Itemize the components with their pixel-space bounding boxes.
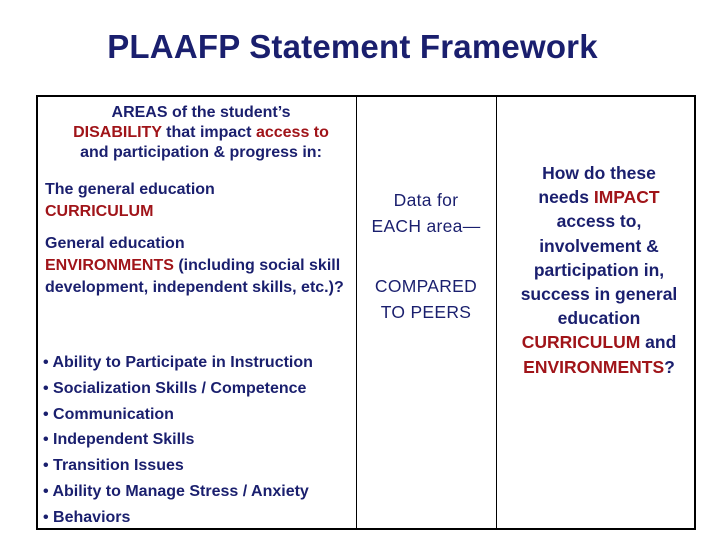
curriculum-term: CURRICULUM <box>521 332 641 353</box>
curriculum-intro: The general education <box>45 181 215 198</box>
needs-text: needs <box>538 187 594 208</box>
impact-line4: involvement & <box>539 235 659 256</box>
impact-question <box>504 161 694 379</box>
access-text: access to <box>255 124 329 141</box>
environments-item <box>45 233 345 299</box>
environments-rest: (including social skill development, independent skills, etc.)? <box>45 257 344 296</box>
impact-line7: education <box>557 308 641 329</box>
data-line1: Data for <box>393 190 459 210</box>
impact-term: IMPACT <box>593 187 660 208</box>
question-mark: ? <box>664 356 675 377</box>
impact-line3: access to, <box>556 211 642 232</box>
disability-term: DISABILITY <box>73 124 162 141</box>
list-item: • Communication <box>43 405 174 423</box>
impact-text: that impact <box>161 124 256 141</box>
data-for-each-area <box>356 187 496 239</box>
data-line2: EACH area— <box>371 216 481 236</box>
list-item: • Ability to Manage Stress / Anxiety <box>43 482 309 500</box>
environments-term: ENVIRONMENTS <box>45 257 174 274</box>
and-text: and <box>640 332 677 353</box>
impact-line9 <box>504 355 694 379</box>
compared-line2: TO PEERS <box>380 302 472 322</box>
impact-line8 <box>504 330 694 354</box>
page-title: PLAAFP Statement Framework <box>107 28 598 65</box>
areas-header-line3: and participation & progress in: <box>80 144 322 161</box>
impact-line6: success in general <box>520 284 678 305</box>
areas-header-line2 <box>46 123 356 143</box>
environments-text <box>45 255 345 299</box>
compared-line1: COMPARED <box>374 276 478 296</box>
curriculum-item <box>45 179 345 223</box>
impact-line2 <box>504 185 694 209</box>
areas-bullet-list <box>43 350 353 531</box>
impact-line1: How do these <box>542 163 656 183</box>
list-item: • Ability to Participate in Instruction <box>43 354 313 371</box>
framework-table <box>36 95 696 530</box>
curriculum-term: CURRICULUM <box>45 203 154 220</box>
list-item: • Independent Skills <box>43 431 195 449</box>
compared-to-peers <box>356 273 496 325</box>
list-item: • Socialization Skills / Competence <box>43 379 307 397</box>
areas-header <box>46 103 356 163</box>
environments-term: ENVIRONMENTS <box>523 356 665 377</box>
environments-intro: General education <box>45 235 185 252</box>
areas-header-line1: AREAS of the student’s <box>111 104 291 121</box>
list-item: • Transition Issues <box>43 457 184 475</box>
list-item: • Behaviors <box>43 508 131 526</box>
data-column <box>356 97 497 528</box>
impact-column <box>496 97 694 528</box>
impact-line5: participation in, <box>533 259 665 280</box>
areas-column <box>38 97 357 528</box>
